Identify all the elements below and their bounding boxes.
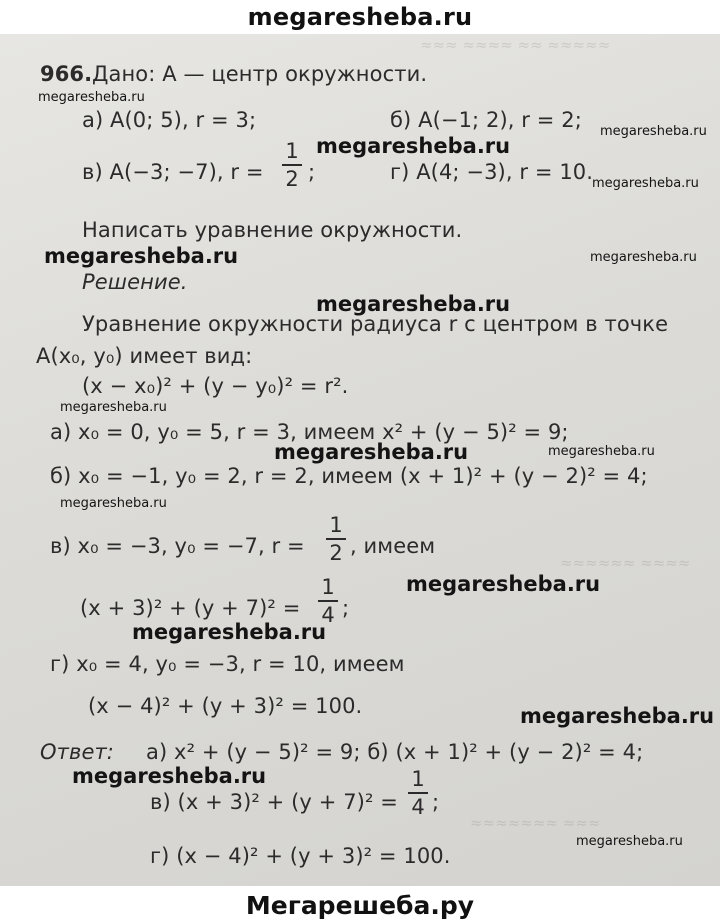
fraction-bar	[408, 792, 428, 794]
fraction-numerator: 1	[329, 513, 343, 537]
watermark: megaresheba.ru	[576, 834, 683, 849]
given-case-a: а) A(0; 5), r = 3;	[82, 108, 257, 132]
fraction-one-half	[282, 140, 302, 190]
answer-g: г) (x − 4)² + (y + 3)² = 100.	[150, 844, 451, 868]
watermark: megaresheba.ru	[60, 496, 167, 511]
solution-case-g-equation: (x − 4)² + (y + 3)² = 100.	[88, 694, 363, 718]
watermark: megaresheba.ru	[72, 764, 267, 788]
solution-case-v: в) x₀ = −3, y₀ = −7, r =	[50, 534, 305, 558]
fraction-bar	[326, 538, 346, 540]
fraction-bar	[318, 600, 338, 602]
bleed-through-text: ≈≈≈≈≈≈ ≈≈≈≈	[560, 554, 691, 572]
answer-v-end: ;	[432, 790, 440, 814]
solution-case-b: б) x₀ = −1, y₀ = 2, r = 2, имеем (x + 1)² + (y − 2)² = 4;	[50, 464, 648, 488]
answer-label: Ответ:	[40, 740, 114, 764]
site-footer	[0, 886, 720, 924]
watermark: megaresheba.ru	[132, 620, 327, 644]
answer-ab: а) x² + (y − 5)² = 9; б) (x + 1)² + (y − 2)² = 4;	[146, 740, 644, 764]
answer-v: в) (x + 3)² + (y + 7)² =	[150, 790, 398, 814]
given-case-v-end: ;	[308, 160, 316, 184]
given-case-v: в) A(−3; −7), r =	[82, 160, 264, 184]
problem-given: Дано: A — центр окружности.	[92, 62, 428, 86]
watermark: megaresheba.ru	[60, 400, 167, 415]
solution-case-v-equation-end: ;	[342, 596, 350, 620]
watermark: megaresheba.ru	[406, 572, 601, 596]
given-case-g: г) A(4; −3), r = 10.	[390, 160, 594, 184]
watermark: megaresheba.ru	[274, 440, 469, 464]
watermark: megaresheba.ru	[316, 134, 511, 158]
watermark: megaresheba.ru	[44, 244, 239, 268]
solution-case-a: а) x₀ = 0, y₀ = 5, r = 3, имеем x² + (y − 5)² = 9;	[50, 420, 569, 444]
solution-case-v-end: , имеем	[350, 534, 436, 558]
bleed-through-text: ≈≈≈ ≈≈≈≈ ≈≈ ≈≈≈≈≈	[420, 36, 611, 54]
bleed-through-text: ≈≈≈≈≈≈≈ ≈≈≈	[470, 814, 601, 832]
fraction-numerator: 1	[321, 575, 335, 599]
fraction-one-half	[326, 514, 346, 564]
solution-heading: Решение.	[82, 270, 188, 294]
solution-intro-1: Уравнение окружности радиуса r с центром в точке	[82, 312, 669, 336]
watermark: megaresheba.ru	[38, 90, 145, 105]
fraction-one-quarter	[318, 576, 338, 626]
solution-general-equation: (x − x₀)² + (y − y₀)² = r².	[82, 374, 349, 398]
problem-task: Написать уравнение окружности.	[82, 218, 463, 242]
watermark: megaresheba.ru	[592, 176, 699, 191]
fraction-one-quarter	[408, 768, 428, 818]
problem-number: 966.	[40, 62, 93, 86]
header-site-name[interactable]: megaresheba.ru	[247, 3, 473, 31]
solution-intro-2: A(x₀, y₀) имеет вид:	[36, 344, 253, 368]
watermark: megaresheba.ru	[548, 444, 655, 459]
fraction-denominator: 2	[285, 167, 299, 191]
watermark: megaresheba.ru	[316, 292, 511, 316]
site-header	[0, 0, 720, 34]
fraction-denominator: 4	[321, 603, 335, 627]
watermark: megaresheba.ru	[520, 704, 715, 728]
fraction-numerator: 1	[411, 767, 425, 791]
fraction-bar	[282, 164, 302, 166]
fraction-denominator: 4	[411, 795, 425, 819]
given-case-b: б) A(−1; 2), r = 2;	[390, 108, 582, 132]
solution-case-g: г) x₀ = 4, y₀ = −3, r = 10, имеем	[50, 652, 405, 676]
footer-site-name[interactable]: Мегарешеба.ру	[245, 890, 475, 920]
fraction-denominator: 2	[329, 541, 343, 565]
textbook-page	[0, 34, 720, 886]
watermark: megaresheba.ru	[600, 124, 707, 139]
solution-case-v-equation: (x + 3)² + (y + 7)² =	[80, 596, 301, 620]
fraction-numerator: 1	[285, 139, 299, 163]
watermark: megaresheba.ru	[590, 250, 697, 265]
